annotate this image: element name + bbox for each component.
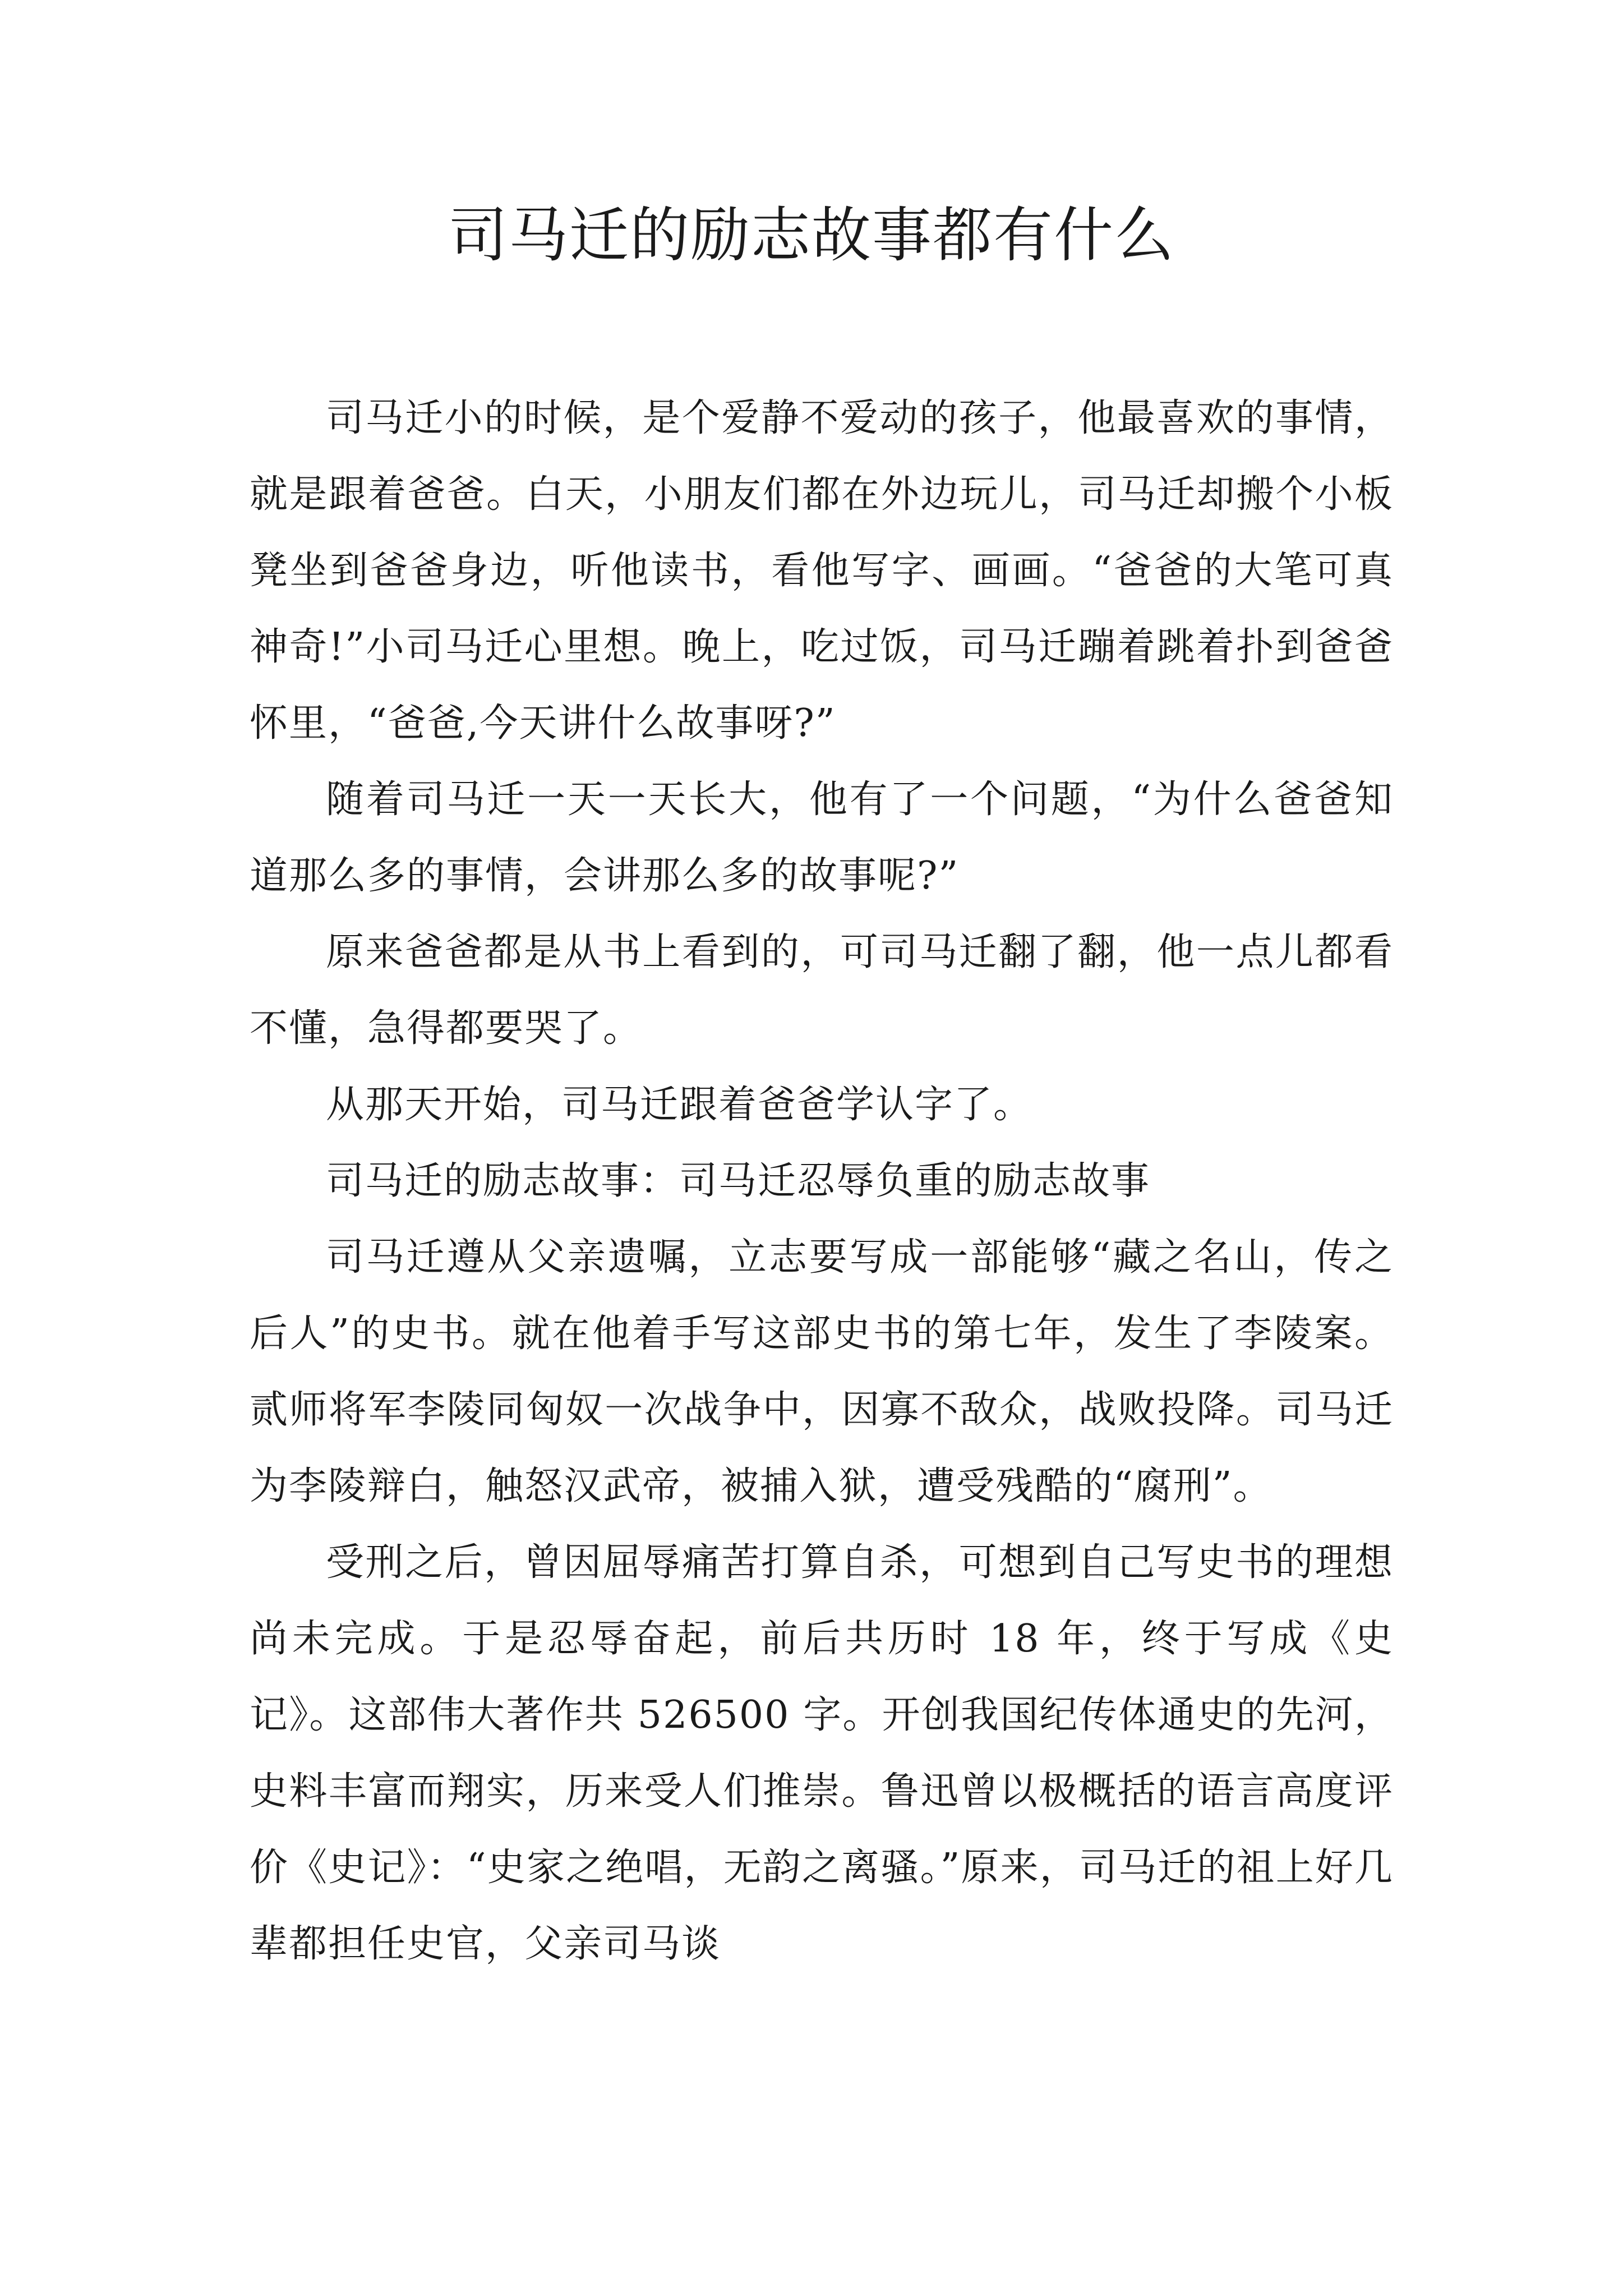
section-heading: 司马迁的励志故事：司马迁忍辱负重的励志故事 xyxy=(326,1159,1151,1203)
paragraph-shiji: 受刑之后，曾因屈辱痛苦打算自杀，可想到自己写史书的理想尚未完成。于是忍辱奋起，前后共历时 18 年，终于写成《史记》。这部伟大著作共 526500 字。开创我国纪传体通史的先河，史料丰富而翔实，历来受人们推崇。鲁迅曾以极概括的语言高度评价《史记》：“史家之绝唱，无韵之离骚。”原来，司马迁的祖上好几辈都担任史官，父亲司马谈 xyxy=(250,1540,1394,1966)
paragraph-childhood: 司马迁小的时候，是个爱静不爱动的孩子，他最喜欢的事情，就是跟着爸爸。白天，小朋友们都在外边玩儿，司马迁却搬个小板凳坐到爸爸身边，听他读书，看他写字、画画。“爸爸的大笔可真神奇!”小司马迁心里想。晚上，吃过饭，司马迁蹦着跳着扑到爸爸怀里，“爸爸,今天讲什么故事呀?” xyxy=(250,396,1394,746)
paragraph-question: 随着司马迁一天一天长大，他有了一个问题，“为什么爸爸知道那么多的事情，会讲那么多的故事呢?” xyxy=(250,777,1394,898)
paragraph-books: 原来爸爸都是从书上看到的，可司马迁翻了翻，他一点儿都看不懂，急得都要哭了。 xyxy=(250,930,1394,1051)
paragraph-li-ling-case: 司马迁遵从父亲遗嘱，立志要写成一部能够“藏之名山，传之后人”的史书。就在他着手写这部史书的第七年，发生了李陵案。贰师将军李陵同匈奴一次战争中，因寡不敌众，战败投降。司马迁为李陵辩白，触怒汉武帝，被捕入狱，遭受残酷的“腐刑”。 xyxy=(250,1235,1394,1508)
document-body xyxy=(250,380,1394,1982)
page-title: 司马迁的励志故事都有什么 xyxy=(448,201,1175,270)
paragraph-learning: 从那天开始，司马迁跟着爸爸学认字了。 xyxy=(326,1083,1033,1127)
